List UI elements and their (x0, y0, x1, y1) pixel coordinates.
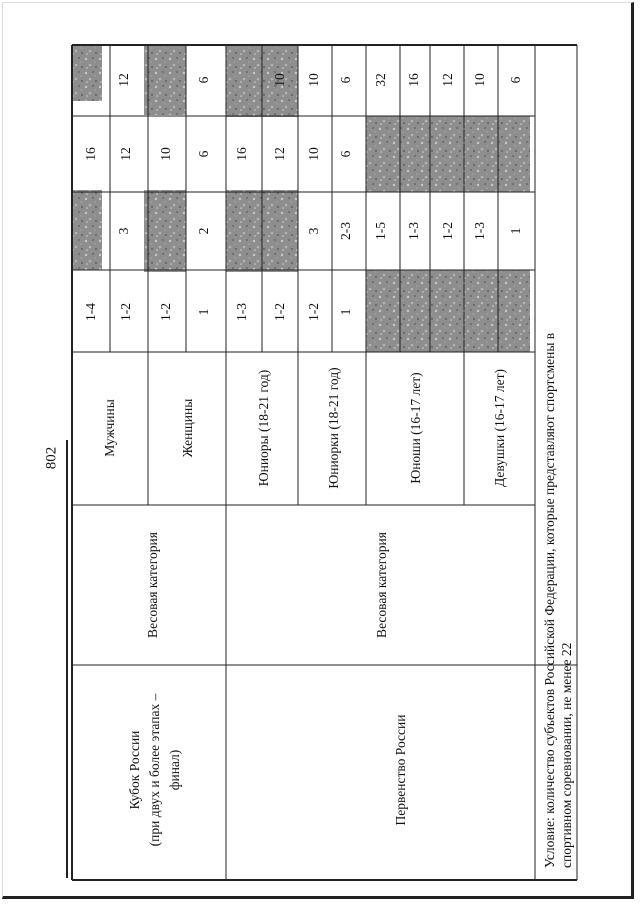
data-cell: 1-2 (306, 303, 321, 321)
data-cell: 1-5 (373, 222, 388, 240)
data-cell: 6 (338, 76, 353, 84)
condition-note: спортивном соревновании, не менее 22 (559, 642, 574, 868)
data-cell: 1 (338, 308, 353, 316)
data-cell: 2-3 (338, 222, 353, 240)
data-cell: 12 (272, 147, 287, 161)
shaded-cell (72, 190, 102, 270)
competition-name: (при двух и более этапах – (147, 693, 162, 847)
data-cell: 32 (373, 73, 388, 87)
data-cell: 1-4 (83, 303, 98, 321)
data-cell: 1-3 (472, 222, 487, 240)
data-cell: 2 (196, 227, 211, 235)
data-cell: 6 (196, 150, 211, 158)
group-name: Женщины (180, 398, 195, 458)
data-cell: 3 (116, 227, 131, 235)
data-cell: 1-2 (118, 303, 133, 321)
page-number: 802 (43, 446, 60, 470)
condition-note: Условие: количество субъектов Российской Федерации, которые представляют спортсмены в (542, 332, 557, 868)
shaded-cell (366, 270, 530, 352)
data-cell: 1-3 (406, 222, 421, 240)
group-name: Мужчины (102, 399, 117, 457)
data-cell: 1-2 (440, 222, 455, 240)
group-name: Юниоры (18-21 год) (256, 369, 271, 487)
data-cell: 1-2 (272, 303, 287, 321)
data-cell: 3 (306, 227, 321, 235)
data-cell: 12 (440, 73, 455, 87)
competition-name: Кубок России (127, 730, 142, 810)
data-cell: 1 (508, 227, 523, 235)
data-cell: 6 (508, 76, 523, 84)
data-cell: 12 (118, 147, 133, 161)
shaded-cell (144, 45, 186, 115)
data-cell: 6 (338, 150, 353, 158)
data-cell: 16 (406, 73, 421, 87)
data-cell: 10 (158, 147, 173, 161)
data-cell: 1 (196, 308, 211, 316)
shaded-cell (366, 116, 530, 192)
data-cell: 1-3 (234, 303, 249, 321)
shaded-cell (72, 45, 102, 101)
column-label: Весовая категория (374, 532, 389, 638)
data-cell: 16 (83, 147, 98, 161)
competition-name: финал) (167, 749, 182, 791)
data-cell: 10 (472, 73, 487, 87)
data-cell: 12 (116, 73, 131, 87)
competition-name: Первенство России (393, 714, 408, 826)
group-name: Юноши (16-17 лет) (408, 372, 423, 484)
group-name: Девушки (16-17 лет) (492, 368, 507, 488)
data-cell: 10 (306, 73, 321, 87)
data-cell: 10 (272, 73, 287, 87)
data-cell: 10 (306, 147, 321, 161)
data-cell: 6 (196, 76, 211, 84)
group-name: Юниорки (18-21 год) (326, 367, 341, 489)
data-cell: 1-2 (158, 303, 173, 321)
shaded-cell (144, 190, 186, 272)
data-cell: 16 (234, 147, 249, 161)
column-label: Весовая категория (145, 532, 160, 638)
